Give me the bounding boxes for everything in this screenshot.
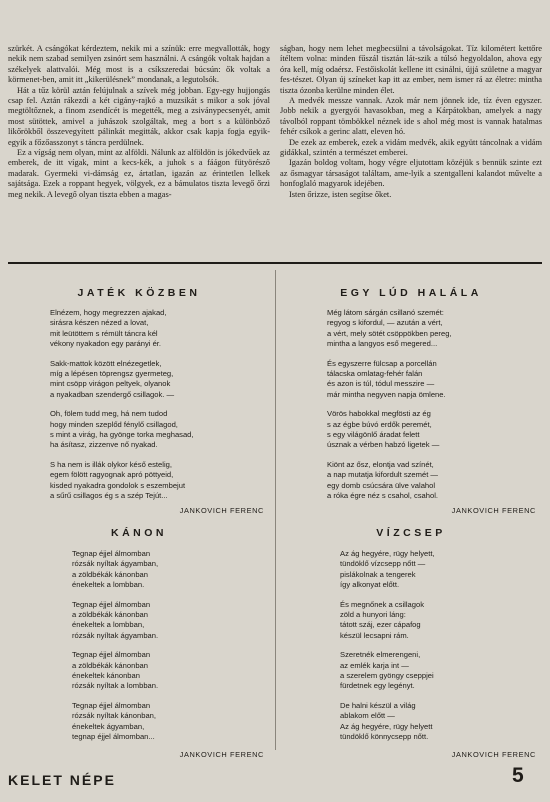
verse-line: már mintha negyven napja ömlene.: [327, 389, 446, 399]
verse-line: tündöklő könnycsepp nőtt.: [340, 732, 429, 742]
stanza: [327, 359, 452, 401]
verse-line: Oh, fölem tudd meg, há nem tudod: [50, 409, 168, 419]
verse-line: mintha a langyos eső megered...: [327, 339, 438, 349]
poem-author: JANKOVICH FERENC: [451, 750, 536, 759]
verse-line: Szeretnék elmerengeni,: [340, 650, 421, 660]
poem-title-vizcsep: VÍZCSEP: [376, 527, 446, 539]
poem-title-lud: EGY LÚD HALÁLA: [340, 287, 482, 299]
verse-line: vékony nyakadon egy parányi ér.: [50, 339, 162, 349]
verse-line: hogy minden szeplőd fénylő csillagod,: [50, 419, 178, 429]
verse-line: tündöklő vízcsepp nőtt —: [340, 559, 426, 569]
poem-title-kanon: KÁNON: [111, 527, 167, 539]
verse-line: sirásra készen nézed a lovat,: [50, 318, 149, 328]
verse-line: míg a lépésen töprengsz gyermeteg,: [50, 369, 174, 379]
stanza: [340, 650, 435, 692]
verse-line: fürdetnek egy legényt.: [340, 681, 415, 691]
verse-line: Az ág hegyére, rügy helyett,: [340, 549, 435, 558]
verse-line: s egy világönlő áradat felett: [327, 430, 420, 440]
prose-paragraph: Igazán boldog voltam, hogy végre eljutottam közéjük s bennük szinte ezt az ősmagyar társaságot találtam, ame-lyik a szentgalleni kalandot művelte a honfoglaló magyarok idejében.: [280, 158, 542, 189]
stanza: [50, 409, 194, 451]
stanza: [327, 409, 452, 451]
verse-line: tegnap éjjel álmomban...: [72, 732, 155, 742]
stanza: [50, 308, 194, 350]
verse-line: a róka égre néz s csahol, csahol.: [327, 491, 439, 501]
magazine-masthead: KELET NÉPE: [8, 772, 116, 788]
verse-line: a nyakadban szendergő csillagok. —: [50, 389, 175, 399]
stanza: [340, 549, 435, 591]
verse-line: készül lecsapni rám.: [340, 630, 409, 640]
prose-paragraph: szürkét. A csángókat kérdeztem, nekik mi a színük: erre megvallották, hogy nekik nem szabad semilyen zsinórt sem használni. A csángók voltak hajdan a székelyek alattvalói. Még most is a csíkszeredai búcsún: ők voltak a körmenet-ben, amit itt „kikerülésnek” mondanak, a legutolsók.: [8, 44, 270, 85]
prose-paragraph: Hát a tűz körül aztán felújulnak a szívek még jobban. Egy-egy hujjongás csap fel. Aztán rákezdi a két cigány-rajkó a muzsikát s mikor a sok jóval megtöltőznek, a finom zsendícét is megették, meg a zsiványpecsenyét, amit most sütöttek, amivel a juhászok szolgáltak, meg a bort s a különböző likőrökből összevegyített pálinkát megitták, akkor csak kapja fogja egyik-egyik a főzőasszonyt s táncra perdülnek.: [8, 85, 270, 147]
stanza: [50, 359, 194, 401]
stanza: [50, 460, 194, 502]
verse-line: rózsák nyíltak ágyamban,: [72, 559, 159, 569]
section-divider: [8, 262, 542, 264]
verse-line: énekeltek kánonban: [72, 671, 140, 681]
verse-line: Sakk-mattok között elnézegetlek,: [50, 358, 162, 368]
verse-line: a sűrű csillagos ég s a szép Tejút...: [50, 491, 168, 501]
verse-line: Tegnap éjjel álmomban: [72, 650, 151, 660]
verse-line: és azon is túl, tódul messzire —: [327, 379, 435, 389]
verse-line: rózsák nyíltak kánonban,: [72, 711, 157, 721]
prose-column-left: [8, 44, 270, 200]
verse-line: mit leütöttem s rémült táncra kél: [50, 328, 158, 338]
verse-line: s az égbe búvó erdők peremét,: [327, 419, 432, 429]
stanza: [340, 600, 435, 642]
verse-line: ablakom előtt —: [340, 711, 395, 721]
verse-line: a szerelem gyöngy cseppjei: [340, 671, 434, 681]
verse-line: tátott száj, ezer cápafog: [340, 620, 421, 630]
verse-line: kisded nyakadra gondolok s eszembejut: [50, 480, 186, 490]
prose-paragraph: Ez a vígság nem olyan, mint az alföldi. Nálunk az alföldön is jókedvűek az emberek, de itt vígak, mint a kecs-kék, a juhok s a fáágon fütyörésző madarak. Gyermeki vi-dámság ez, ártatlan, igazán az érintetlen lelkek sajátsága. Ezek a roppant hegyek, völgyek, ez a bámulatos tiszta levegő őrzi meg nekik. A levegő olyan tiszta ebben a magas-: [8, 148, 270, 199]
stanza: [327, 460, 452, 502]
verse-line: És megnőnek a csillagok: [340, 599, 424, 609]
verse-line: énekeltek a lombban.: [72, 580, 145, 590]
verse-line: Elnézem, hogy megrezzen ajakad,: [50, 308, 167, 317]
verse-line: tálacska omlatag-fehér falán: [327, 369, 423, 379]
poem-author: JANKOVICH FERENC: [179, 506, 264, 515]
verse-line: rózsák nyíltak ágyamban.: [72, 630, 159, 640]
verse-line: mint csöpp virágon peltyek, olyanok: [50, 379, 171, 389]
poem-lud: [327, 308, 452, 511]
verse-line: ha ásítasz, zizzenve nő nyakad.: [50, 440, 158, 450]
verse-line: a zöldbékák kánonban: [72, 610, 148, 620]
verse-line: énekeltek a lombban,: [72, 620, 145, 630]
poem-jatek: [50, 308, 194, 511]
column-divider: [275, 270, 276, 750]
prose-paragraph: Isten őrizze, isten segítse őket.: [289, 189, 392, 199]
prose-paragraph: De ezek az emberek, ezek a vidám medvék, akik együtt táncolnak a vidám gidákkal, szintén a természet emberei.: [280, 137, 542, 158]
stanza: [72, 600, 158, 642]
verse-line: a vért, mely sötét csöppökben pereg,: [327, 328, 452, 338]
verse-line: Tegnap éjjel álmomban: [72, 549, 151, 558]
stanza: [72, 650, 158, 692]
poem-vizcsep: [340, 549, 435, 752]
stanza: [327, 308, 452, 350]
verse-line: így alkonyat előtt.: [340, 580, 400, 590]
stanza: [72, 701, 158, 743]
verse-line: egem fölött ragyognak apró pöttyeid,: [50, 470, 174, 480]
verse-line: a zöldbékák kánonban: [72, 569, 148, 579]
stanza: [340, 701, 435, 743]
verse-line: az emlék karja int —: [340, 660, 409, 670]
verse-line: De halni készül a világ: [340, 700, 416, 710]
prose-column-right: [280, 44, 542, 200]
verse-line: egy domb csúcsára ülve valahol: [327, 480, 436, 490]
verse-line: rózsák nyíltak a lombban.: [72, 681, 159, 691]
verse-line: a zöldbékák kánonban: [72, 660, 148, 670]
verse-line: És egyszerre fülcsap a porcellán: [327, 358, 437, 368]
verse-line: pislákolnak a tengerek: [340, 569, 416, 579]
prose-paragraph: ságban, hogy nem lehet megbecsülni a távolságokat. Tíz kilométert kettőre ítéltem volna: minden fűszál tisztán lát-szik a túlsó hegyoldalon, ahova egy óra kell, míg odaérsz. Festőiskolát kellene itt csinálni, újjá születne a magyar fes-tészet. Olyan új színeket kap itt az ember, nem ismer rá az életre: mintha tiszta ózonba kerülne minden élet.: [280, 44, 542, 95]
verse-line: Tegnap éjjel álmomban: [72, 700, 151, 710]
verse-line: úsznak a vérben habzó ligetek —: [327, 440, 440, 450]
verse-line: Az ág hegyére, rügy helyett: [340, 721, 433, 731]
prose-paragraph: A medvék messze vannak. Azok már nem jönnek ide, tíz éven egyszer. Jobb nekik a gyergyói havasokban, meg a Kárpátokban, amelyek a nagy távolból roppant tömbökkel néznek ide s ahol még most is vannak hatalmas fehér csíkok a gerinc alatt, eleven hó.: [280, 96, 542, 137]
verse-line: Kiönt az ősz, elontja vad színét,: [327, 459, 434, 469]
verse-line: regyog s kifordul, — azután a vért,: [327, 318, 443, 328]
poem-title-jatek: JATÉK KÖZBEN: [77, 287, 201, 299]
verse-line: Tegnap éjjel álmomban: [72, 599, 151, 609]
poem-author: JANKOVICH FERENC: [451, 506, 536, 515]
verse-line: S ha nem is illák olykor késő estelig,: [50, 459, 172, 469]
poem-author: JANKOVICH FERENC: [179, 750, 264, 759]
stanza: [72, 549, 158, 591]
verse-line: a nap mutatja kifordult szemét —: [327, 470, 439, 480]
verse-line: énekeltek ágyamban,: [72, 721, 145, 731]
verse-line: s mint a virág, ha gyönge torka meghasad,: [50, 430, 194, 440]
verse-line: Még látom sárgán csillanó szemét:: [327, 308, 444, 317]
verse-line: Vörös habokkal megfösti az ég: [327, 409, 431, 419]
poem-kanon: [72, 549, 158, 752]
verse-line: zöld a hunyori láng:: [340, 610, 406, 620]
page-number: 5: [512, 764, 524, 787]
